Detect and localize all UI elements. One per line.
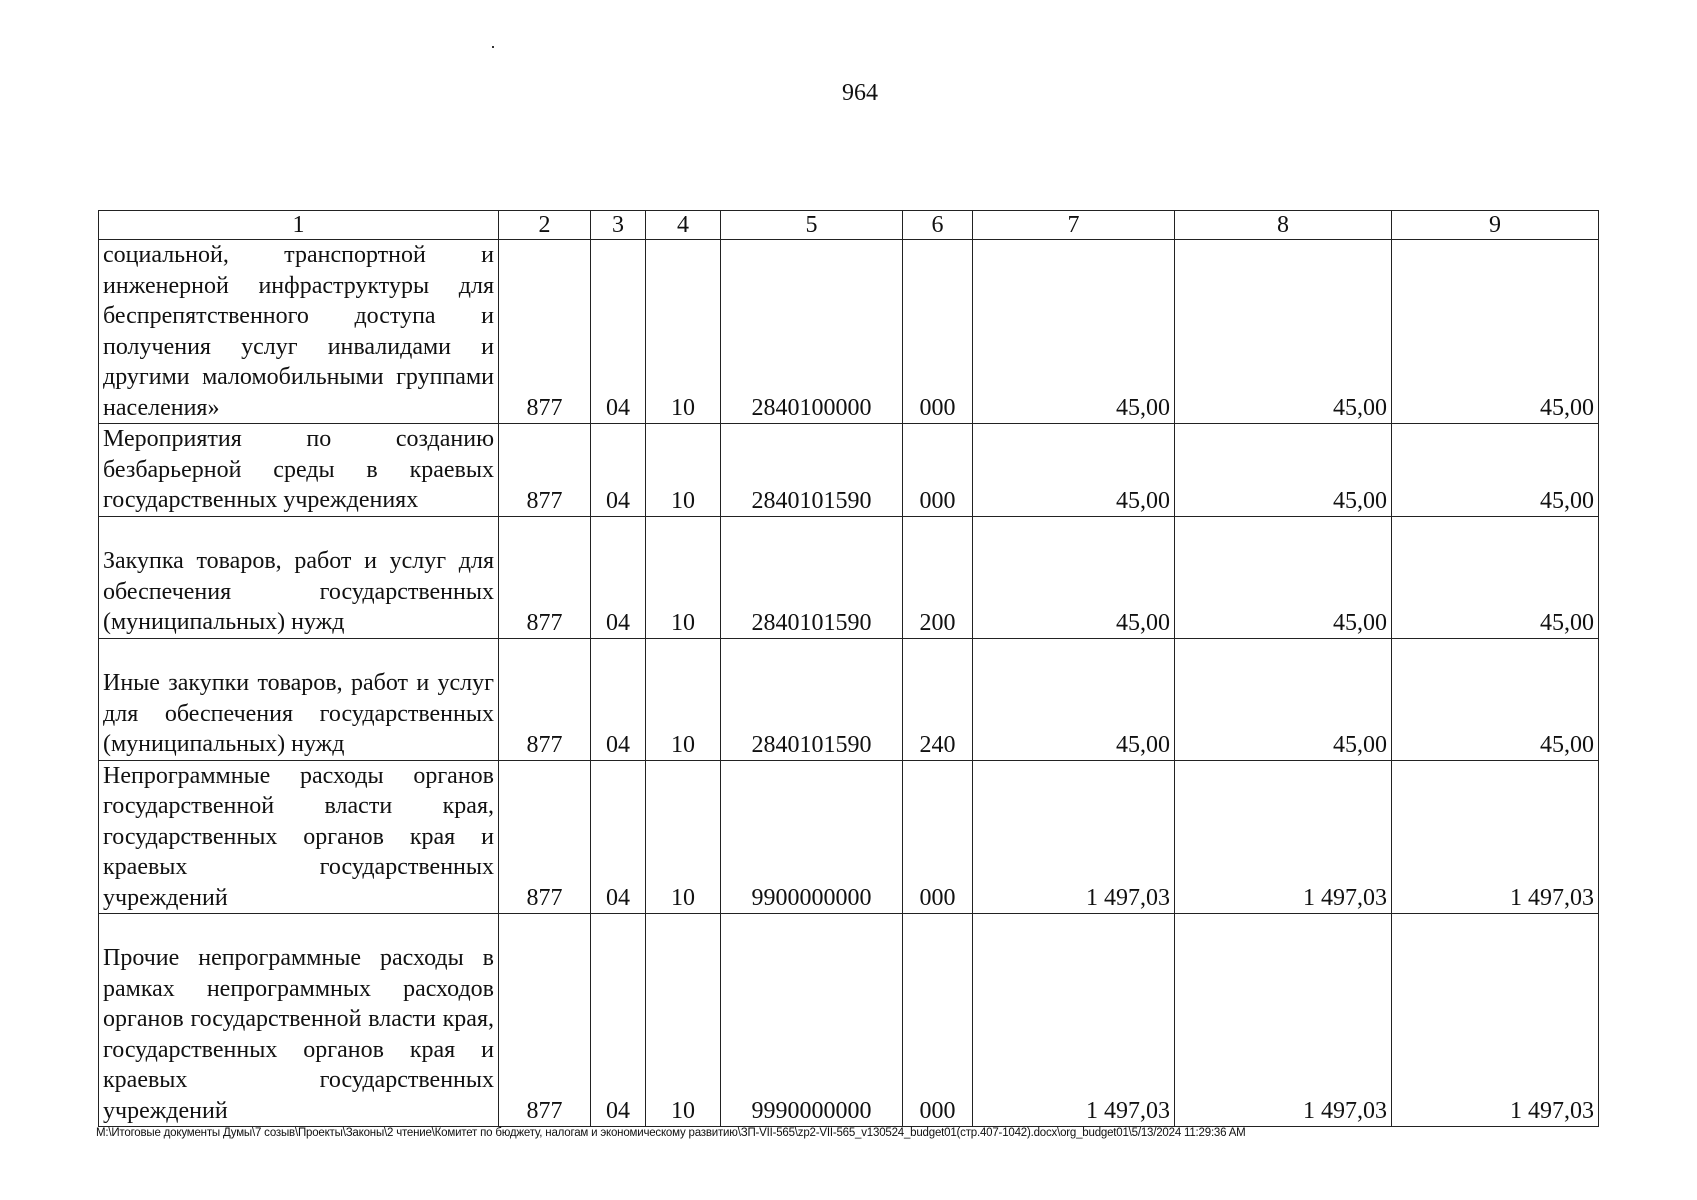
table-row (99, 760, 1599, 914)
table-row (99, 638, 1599, 760)
amount-col9: 45,00 (1392, 516, 1599, 638)
expense-name: Мероприятия по созданию безбарьерной среды в краевых государственных учреждениях (99, 424, 499, 517)
expense-type-code: 000 (903, 240, 973, 424)
amount-col9: 1 497,03 (1392, 914, 1599, 1127)
table-row (99, 914, 1599, 1127)
table-row (99, 516, 1599, 638)
budget-table (98, 210, 1599, 1127)
expense-name: социальной, транспортной и инженерной инфраструктуры для беспрепятственного доступа и получения услуг инвалидами и другими маломобильными группами населения» (99, 240, 499, 424)
expense-type-code: 000 (903, 424, 973, 517)
target-item-code: 9900000000 (721, 760, 903, 914)
subsection-code: 10 (646, 516, 721, 638)
column-header: 8 (1175, 211, 1392, 240)
ministry-code: 877 (499, 516, 591, 638)
expense-type-code: 000 (903, 914, 973, 1127)
expense-type-code: 240 (903, 638, 973, 760)
expense-type-code: 200 (903, 516, 973, 638)
expense-name: Непрограммные расходы органов государственной власти края, государственных органов края и краевых государственных учреждений (99, 760, 499, 914)
amount-col7: 45,00 (973, 516, 1175, 638)
section-code: 04 (591, 638, 646, 760)
ministry-code: 877 (499, 240, 591, 424)
table-row (99, 424, 1599, 517)
amount-col7: 45,00 (973, 424, 1175, 517)
section-code: 04 (591, 760, 646, 914)
column-header: 7 (973, 211, 1175, 240)
ministry-code: 877 (499, 914, 591, 1127)
ministry-code: 877 (499, 638, 591, 760)
amount-col7: 45,00 (973, 638, 1175, 760)
amount-col8: 45,00 (1175, 424, 1392, 517)
table-row (99, 240, 1599, 424)
column-header: 5 (721, 211, 903, 240)
column-header: 1 (99, 211, 499, 240)
amount-col9: 45,00 (1392, 424, 1599, 517)
column-header: 2 (499, 211, 591, 240)
section-code: 04 (591, 424, 646, 517)
scan-speck (492, 46, 494, 48)
amount-col8: 45,00 (1175, 516, 1392, 638)
subsection-code: 10 (646, 760, 721, 914)
subsection-code: 10 (646, 914, 721, 1127)
ministry-code: 877 (499, 760, 591, 914)
page-number: 964 (842, 80, 878, 106)
target-item-code: 2840101590 (721, 516, 903, 638)
expense-name: Прочие непрограммные расходы в рамках непрограммных расходов органов государственной власти края, государственных органов края и краевых государственных учреждений (99, 914, 499, 1127)
amount-col9: 45,00 (1392, 638, 1599, 760)
column-header: 3 (591, 211, 646, 240)
target-item-code: 2840101590 (721, 638, 903, 760)
subsection-code: 10 (646, 240, 721, 424)
column-header: 6 (903, 211, 973, 240)
section-code: 04 (591, 240, 646, 424)
amount-col7: 1 497,03 (973, 914, 1175, 1127)
amount-col8: 1 497,03 (1175, 760, 1392, 914)
amount-col7: 1 497,03 (973, 760, 1175, 914)
amount-col9: 45,00 (1392, 240, 1599, 424)
column-header: 9 (1392, 211, 1599, 240)
section-code: 04 (591, 516, 646, 638)
section-code: 04 (591, 914, 646, 1127)
target-item-code: 2840101590 (721, 424, 903, 517)
target-item-code: 2840100000 (721, 240, 903, 424)
amount-col9: 1 497,03 (1392, 760, 1599, 914)
column-number-row (99, 211, 1599, 240)
subsection-code: 10 (646, 424, 721, 517)
expense-name: Закупка товаров, работ и услуг для обеспечения государственных (муниципальных) нужд (99, 516, 499, 638)
amount-col8: 45,00 (1175, 638, 1392, 760)
ministry-code: 877 (499, 424, 591, 517)
target-item-code: 9990000000 (721, 914, 903, 1127)
amount-col8: 45,00 (1175, 240, 1392, 424)
document-file-path: M:\Итоговые документы Думы\7 созыв\Проекты\Законы\2 чтение\Комитет по бюджету, налогам и экономическому развитию\ЗП-VII-565\zp2-VII-565_v130524_budget01(стр.407-1042).docx\org_budget01\5/13/2024 11:29:36 AM (96, 1127, 1246, 1139)
expense-type-code: 000 (903, 760, 973, 914)
expense-name: Иные закупки товаров, работ и услуг для обеспечения государственных (муниципальных) нужд (99, 638, 499, 760)
amount-col7: 45,00 (973, 240, 1175, 424)
amount-col8: 1 497,03 (1175, 914, 1392, 1127)
column-header: 4 (646, 211, 721, 240)
subsection-code: 10 (646, 638, 721, 760)
